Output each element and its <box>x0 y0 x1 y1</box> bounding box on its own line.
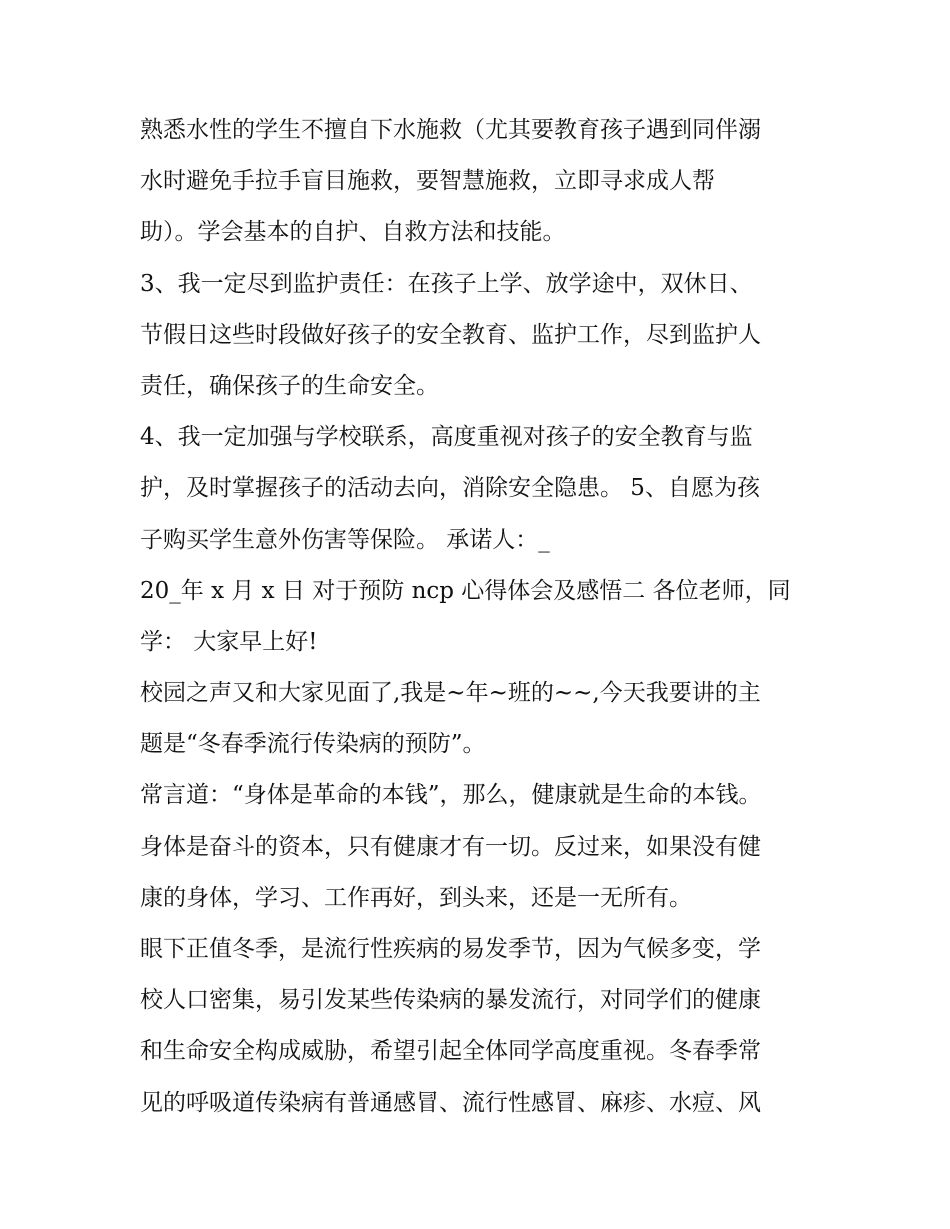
text-line: 4、我一定加强与学校联系，高度重视对孩子的安全教育与监 <box>140 424 753 451</box>
text-line: 3、我一定尽到监护责任：在孩子上学、放学途中，双休日、 <box>140 270 753 297</box>
text-line: 眼下正值冬季，是流行性疾病的易发季节，因为气候多变，学 <box>140 936 761 962</box>
text-line: 护，及时掌握孩子的活动去向，消除安全隐患。 5、自愿为孩 <box>140 475 760 502</box>
text-line: 康的身体，学习、工作再好，到头来，还是一无所有。 <box>140 884 692 911</box>
text-line: 水时避免手拉手盲目施救，要智慧施救，立即寻求成人帮 <box>140 168 715 195</box>
text-line: 助）。学会基本的自护、自救方法和技能。 <box>140 219 566 246</box>
text-line: 责任，确保孩子的生命安全。 <box>140 372 439 399</box>
text-line: 学： 大家早上好! <box>140 628 318 655</box>
text-line: 见的呼吸道传染病有普通感冒、流行性感冒、麻疹、水痘、风 <box>140 1089 761 1116</box>
text-line: 身体是奋斗的资本，只有健康才有一切。反过来，如果没有健 <box>140 833 761 860</box>
text-line: 和生命安全构成威胁，希望引起全体同学高度重视。冬春季常 <box>140 1038 761 1065</box>
text-line: 校人口密集，易引发某些传染病的暴发流行，对同学们的健康 <box>140 987 761 1014</box>
text-line: 校园之声又和大家见面了,我是~年~班的~~,今天我要讲的主 <box>140 680 761 707</box>
text-line: 常言道：“身体是革命的本钱”，那么，健康就是生命的本钱。 <box>140 782 762 809</box>
text-line: 子购买学生意外伤害等保险。 承诺人：_ <box>140 526 550 553</box>
text-line: 熟悉水性的学生不擅自下水施救（尤其要教育孩子遇到同伴溺 <box>140 117 761 143</box>
text-line: 题是“冬春季流行传染病的预防”。 <box>140 731 486 758</box>
text-line: 节假日这些时段做好孩子的安全教育、监护工作，尽到监护人 <box>140 321 761 348</box>
text-line: 20_年 x 月 x 日 对于预防 ncp 心得体会及感悟二 各位老师，同 <box>140 577 791 604</box>
document-body <box>140 105 820 1129</box>
